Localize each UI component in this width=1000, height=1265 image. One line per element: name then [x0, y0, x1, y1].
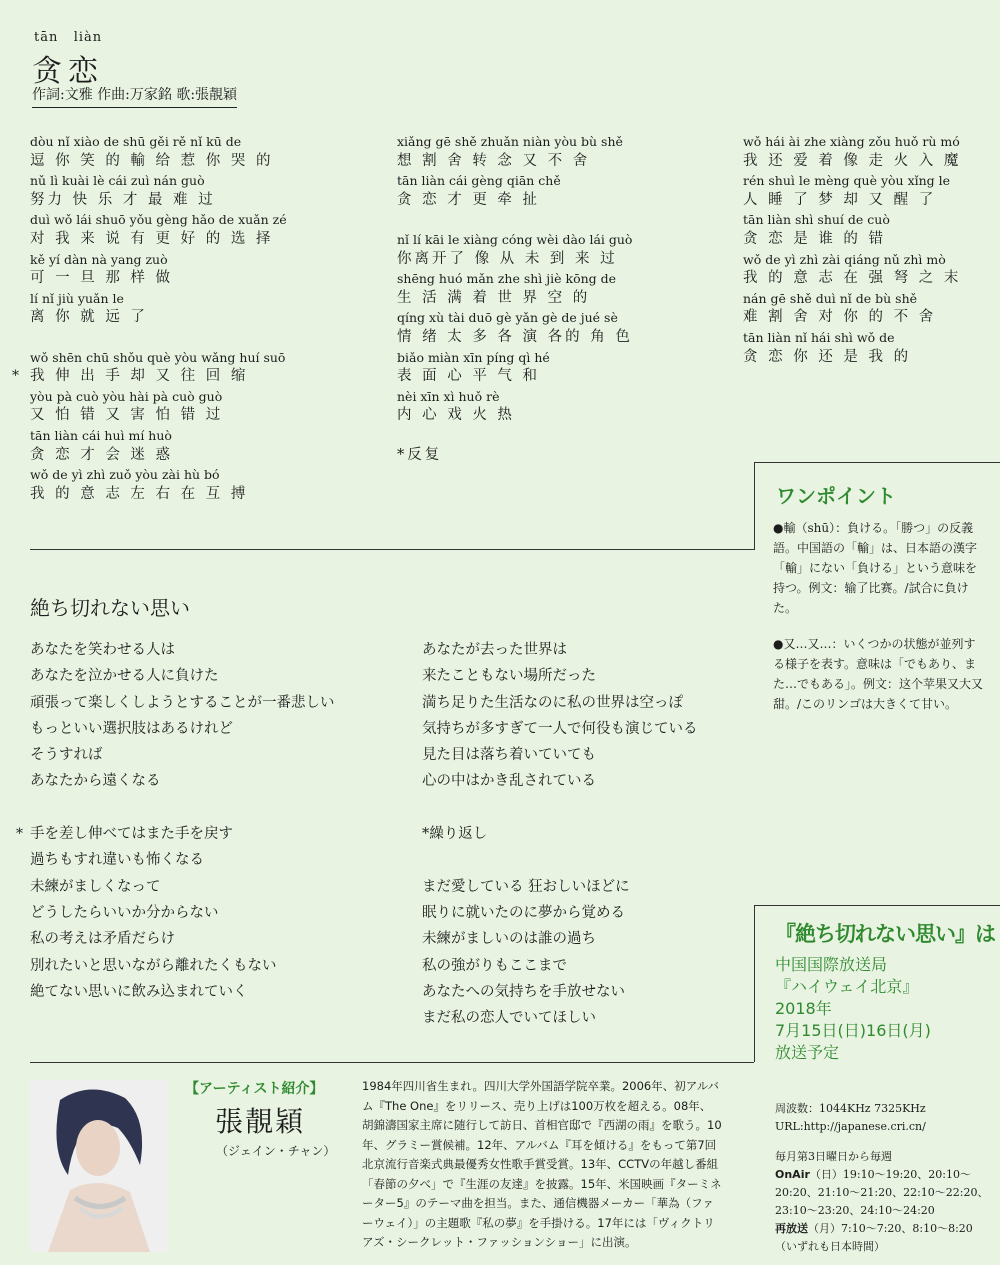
translation-line: あなたを笑わせる人は	[30, 642, 175, 658]
divider-lower-vertical	[754, 905, 755, 1062]
lyric-pinyin-line: duì wǒ lái shuō yǒu gèng hǎo de xuǎn zé	[30, 212, 287, 228]
lyric-hanzi-line: 我 的 意 志 在 强 弩 之 末	[743, 270, 962, 287]
translation-line: どうしたらいいか分からない	[30, 904, 219, 921]
translation-line: 過ちもすれ違いも怖くなる	[30, 852, 204, 869]
lyric-gap	[397, 426, 647, 446]
song-title: 贪恋	[32, 54, 104, 89]
promo-station: 中国国際放送局	[775, 955, 888, 974]
promo-program: 『ハイウェイ北京』	[775, 977, 919, 996]
lyric-pinyin-line: tān liàn cái huì mí huò	[30, 427, 172, 443]
translation-gap	[422, 847, 782, 873]
radio-rerun	[775, 1220, 995, 1238]
translation-line: そうすれば	[30, 747, 103, 764]
divider-upper-vertical	[754, 462, 755, 550]
lyric-pinyin-line: tān liàn cái gèng qiān chě	[397, 173, 561, 189]
translation-line: 別れたいと思いながら離れたくもない	[30, 957, 277, 974]
lyric-hanzi-line: 又 怕 错 又 害 怕 错 过	[30, 407, 224, 424]
translation-line: 頑張って楽しくしようとすることが一番悲しい	[30, 694, 335, 711]
lyric-hanzi-line: 贪 恋 才 更 牵 扯	[397, 191, 541, 208]
lyric-hanzi-line: 贪 恋 才 会 迷 惑	[30, 446, 174, 463]
lyric-pinyin-line: shēng huó mǎn zhe shì jiè kōng de	[397, 271, 617, 287]
lyric-pinyin-line: nǐ lí kāi le xiàng cóng wèi dào lái guò	[397, 231, 633, 247]
translation-line: もっといい選択肢はあるけれど	[30, 720, 233, 737]
lyric-hanzi-line: 内 心 戏 火 热	[397, 407, 515, 424]
lyric-pinyin-line: wǒ de yì zhì zài qiáng nǔ zhì mò	[743, 251, 946, 267]
lyric-pinyin-line: wǒ hái ài zhe xiàng zǒu huǒ rù mó	[743, 134, 960, 149]
lyric-pinyin-line: kě yí dàn nà yang zuò	[30, 251, 168, 267]
translation-line: 未練がましいのは誰の過ち	[422, 931, 596, 948]
artist-name: 張靚穎	[215, 1105, 306, 1138]
onepoint-item-1: ●輸（shū）：負ける。「勝つ」の反義語。中国語の「輸」は、日本語の漢字「輸」にない「負ける」という意味を持つ。例文：输了比赛。/試合に負けた。	[773, 521, 978, 615]
translation-line: 来たこともない場所だった	[422, 668, 596, 685]
promo-status: 放送予定	[775, 1043, 840, 1062]
translation-line: 心の中はかき乱されている	[422, 773, 596, 790]
translation-line: *繰り返し	[422, 826, 488, 843]
lyric-pinyin-line: biǎo miàn xīn píng qì hé	[397, 349, 550, 365]
lyric-hanzi-line: 努力 快 乐 才 最 难 过	[30, 191, 216, 208]
translation-gap	[422, 795, 782, 821]
onepoint-body	[773, 518, 985, 730]
artist-photo	[30, 1080, 168, 1252]
divider-lower	[30, 1062, 754, 1063]
lyric-hanzi-line: 情 绪 太 多 各 演 各的 角 色	[397, 328, 633, 345]
onair-label: OnAir	[775, 1168, 810, 1181]
lyric-pinyin-line: yòu pà cuò yòu hài pà cuò guò	[30, 388, 223, 404]
lyric-gap	[30, 328, 280, 348]
song-credits: 作詞:文雅 作曲:万家銘 歌:張靚穎	[32, 84, 237, 108]
radio-info	[775, 1100, 995, 1256]
translation-line: まだ私の恋人でいてほしい	[422, 1010, 596, 1027]
repeat-marker: *	[12, 368, 22, 385]
lyric-hanzi-line: 想 割 舍 转 念 又 不 舍	[397, 152, 591, 169]
lyric-hanzi-line: 表 面 心 平 气 和	[397, 368, 541, 385]
rerun-times: （月）7:10～7:20、8:10～8:20	[808, 1222, 973, 1235]
onair-times: （日）19:10～19:20、20:10～20:20、21:10～21:20、22:10～22:20、23:10～23:20、24:10～24:20	[775, 1168, 989, 1217]
lyric-hanzi-line: 对 我 来 说 有 更 好 的 选 择	[30, 230, 274, 247]
lyric-hanzi-line: 离 你 就 远 了	[30, 309, 148, 326]
lyric-hanzi-line: 难 割 舍 对 你 的 不 舍	[743, 309, 937, 326]
broadcast-promo	[775, 918, 995, 1064]
translation-line: あなたから遠くなる	[30, 773, 161, 790]
lyrics-column-1	[12, 132, 287, 504]
lyrics-column-3	[743, 132, 993, 367]
title-pinyin: tān liàn	[34, 30, 103, 45]
translation-line: 私の考えは矛盾だらけ	[30, 931, 175, 948]
lyric-hanzi-line: 人 睡 了 梦 却 又 醒 了	[743, 191, 937, 208]
lyric-pinyin-line: tān liàn nǐ hái shì wǒ de	[743, 329, 895, 345]
lyric-pinyin-line: lí nǐ jiù yuǎn le	[30, 290, 124, 306]
translation-line: 気持ちが多すぎて一人で何役も演じている	[422, 720, 698, 737]
promo-top-rule	[754, 905, 1000, 906]
lyric-hanzi-line	[12, 367, 280, 387]
translation-gap	[30, 795, 390, 821]
lyric-hanzi-line: *反复	[397, 446, 443, 463]
lyric-hanzi-text: 我 伸 出 手 却 又 往 回 缩	[30, 368, 249, 385]
translation-title: 絶ち切れない思い	[30, 596, 190, 620]
promo-headline: 『絶ち切れない思い』は	[775, 922, 995, 946]
radio-schedule-head: 毎月第3日曜日から毎週	[775, 1150, 892, 1163]
onepoint-title: ワンポイント	[776, 484, 896, 508]
translation-line	[16, 821, 390, 847]
lyric-pinyin-line: wǒ shēn chū shǒu què yòu wǎng huí suō	[30, 349, 286, 365]
radio-url: URL:http://japanese.cri.cn/	[775, 1120, 926, 1133]
onepoint-item-2: ●又…又…：いくつかの状態が並列する様子を表す。意味は「でもあり、また…でもある」。例文：这个苹果又大又甜。/このリンゴは大きくて甘い。	[773, 637, 984, 711]
lyric-pinyin-line: xiǎng gē shě zhuǎn niàn yòu bù shě	[397, 134, 623, 149]
repeat-marker: *	[16, 826, 23, 843]
translation-text: 手を差し伸べてはまた手を戻す	[30, 826, 233, 843]
lyric-hanzi-line: 生 活 满 着 世 界 空 的	[397, 289, 591, 306]
artist-label: 【アーティスト紹介】	[185, 1081, 324, 1097]
translation-line: 満ち足りた生活なのに私の世界は空っぽ	[422, 694, 683, 711]
radio-frequency: 周波数：1044KHz 7325KHz	[775, 1102, 926, 1115]
lyrics-column-2	[397, 132, 647, 465]
lyric-pinyin-line: nèi xīn xì huǒ rè	[397, 388, 500, 404]
lyric-hanzi-line: 贪 恋 是 谁 的 错	[743, 230, 887, 247]
translation-line: まだ愛している 狂おしいほどに	[422, 878, 630, 895]
lyric-hanzi-line: 贪 恋 你 还 是 我 的	[743, 348, 912, 365]
onepoint-top-rule	[754, 462, 1000, 463]
translation-line: 見た目は落ち着いていても	[422, 747, 596, 764]
translation-line: あなたへの気持ちを手放せない	[422, 983, 625, 1000]
lyric-hanzi-line: 可 一 旦 那 样 做	[30, 270, 174, 287]
translation-line: 眠りに就いたのに夢から覚める	[422, 904, 625, 921]
translation-line: あなたが去った世界は	[422, 642, 567, 658]
lyric-pinyin-line: qíng xù tài duō gè yǎn gè de jué sè	[397, 310, 618, 326]
lyric-pinyin-line: nán gē shě duì nǐ de bù shě	[743, 290, 918, 306]
lyric-pinyin-line: rén shuì le mèng què yòu xǐng le	[743, 173, 951, 189]
translation-column-left	[16, 637, 390, 1005]
divider-upper	[30, 549, 754, 550]
promo-date: 7月15日(日)16日(月)	[775, 1021, 931, 1040]
lyric-hanzi-line: 你离开了 像 从 未 到 来 过	[397, 250, 618, 267]
lyric-pinyin-line: nǔ lì kuài lè cái zuì nán guò	[30, 173, 205, 189]
translation-line: 未練がましくなって	[30, 878, 161, 895]
promo-year: 2018年	[775, 999, 832, 1018]
lyric-pinyin-line: tān liàn shì shuí de cuò	[743, 212, 890, 228]
radio-onair	[775, 1166, 995, 1220]
translation-line: あなたを泣かせる人に負けた	[30, 668, 219, 685]
lyric-hanzi-line: 我 还 爱 着 像 走 火 入 魔	[743, 152, 962, 169]
lyric-pinyin-line: dòu nǐ xiào de shū gěi rě nǐ kū de	[30, 134, 242, 149]
radio-note: （いずれも日本時間）	[775, 1240, 885, 1253]
lyric-hanzi-line: 我 的 意 志 左 右 在 互 搏	[30, 485, 249, 502]
rerun-label: 再放送	[775, 1222, 808, 1235]
translation-line: 私の強がりもここまで	[422, 957, 567, 974]
artist-bio: 1984年四川省生まれ。四川大学外国語学院卒業。2006年、初アルバム『The One』をリリース、売り上げは100万枚を超える。08年、胡錦濤国家主席に随行して訪日、首相官邸で『西湖の雨』を歌う。10年、グラミー賞候補。12年、アルバム『耳を傾ける』をもって第7回北京流行音楽式典最優秀女性歌手賞受賞。13年、CCTVの年越し番組「春節の夕べ」で『生涯の友達』を披露。15年、米国映画『ターミネーター5』のテーマ曲を担当。また、通信機器メーカー「華為（ファーウェイ）」の主題歌『私の夢』を手掛ける。17年には「ヴィクトリアズ・シークレット・ファッションショー」に出演。	[362, 1079, 722, 1249]
lyric-hanzi-line: 逗 你 笑 的 輸 给 惹 你 哭 的	[30, 152, 274, 169]
lyric-pinyin-line: wǒ de yì zhì zuǒ yòu zài hù bó	[30, 467, 220, 483]
lyric-gap	[397, 210, 647, 230]
translation-column-right	[422, 637, 782, 1031]
artist-reading: （ジェイン・チャン）	[216, 1144, 336, 1158]
translation-line: 絶てない思いに飲み込まれていく	[30, 983, 248, 1000]
